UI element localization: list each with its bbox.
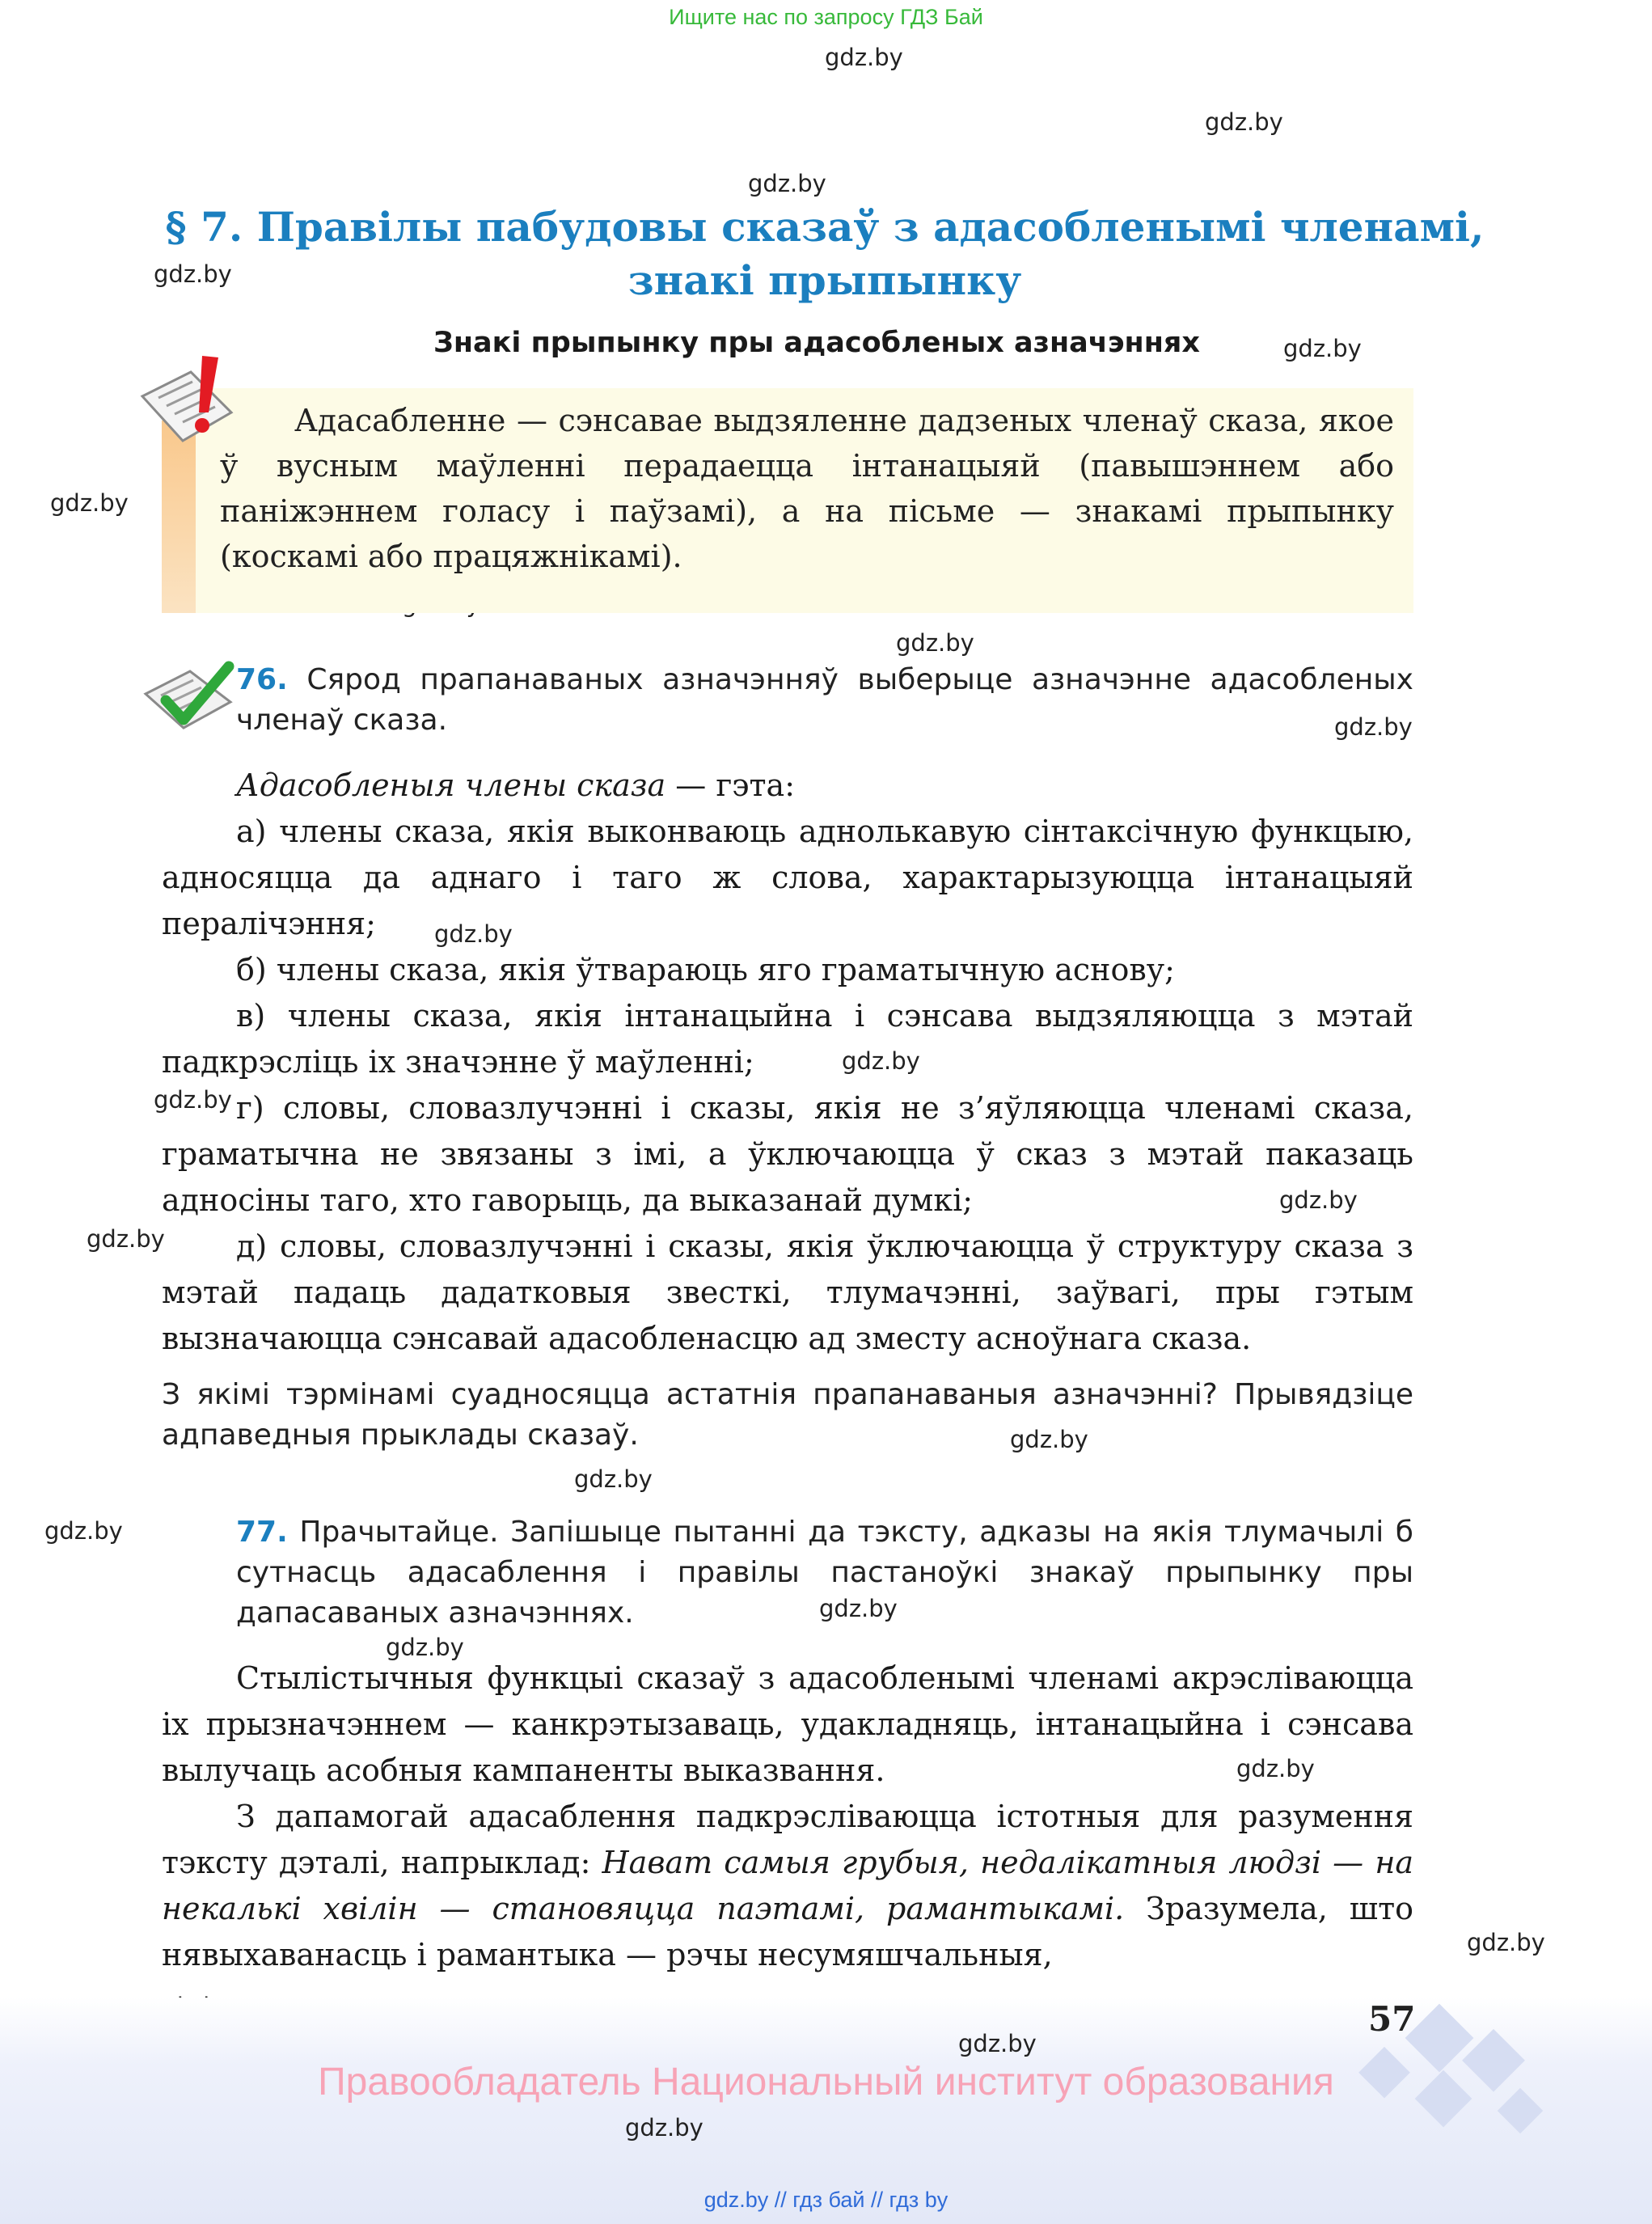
- definition-lead-rest: — гэта:: [665, 767, 796, 803]
- watermark: gdz.by: [1334, 713, 1413, 741]
- exercise-number: 77.: [236, 1516, 288, 1549]
- rule-text: [220, 398, 1394, 579]
- rule-paragraph: Адасабленне — сэнсавае выдзяленне дадзеных членаў сказа, якое ў вусным маўленні перадаецца інтанацыяй (павышэннем або паніжэннем голасу і паўзамі), а на пісьме — знакамі прыпынку (коскамі або працяжнікамі).: [220, 403, 1394, 574]
- section-title: [137, 201, 1512, 307]
- paragraph-start: З дапамогай адасаблення падкрэсліваюцца істотныя для разумення тэксту дэталі, напрыклад:: [162, 1799, 1413, 1880]
- subheading: Знакі прыпынку пры адасобленых азначэннях: [433, 327, 1200, 359]
- exercise-check-icon: [142, 653, 239, 746]
- definition-item: а) члены сказа, якія выконваюць аднолькавую сінтаксічную функцыю, адносяцца да аднаго і таго ж слова, характарызуюцца інтанацыяй пералічэння;: [162, 814, 1413, 941]
- exercise-number: 76.: [236, 663, 288, 696]
- search-hint-link[interactable]: Ищите нас по запросу ГДЗ Бай: [669, 5, 983, 29]
- watermark: gdz.by: [1236, 1755, 1315, 1782]
- watermark: gdz.by: [574, 1465, 653, 1493]
- definition-lead-term: Адасобленыя члены сказа: [236, 767, 666, 803]
- watermark: gdz.by: [44, 1517, 123, 1545]
- footer-links[interactable]: gdz.by // гдз бай // гдз by: [703, 2188, 949, 2212]
- watermark: gdz.by: [896, 629, 974, 657]
- watermark: gdz.by: [386, 1634, 464, 1661]
- watermark: gdz.by: [87, 1225, 165, 1253]
- watermark: gdz.by: [1283, 335, 1362, 362]
- watermark: gdz.by: [825, 44, 903, 71]
- exercise-77-task: [236, 1512, 1413, 1634]
- page-number: 57: [1368, 1999, 1416, 2039]
- watermark: gdz.by: [625, 2114, 703, 2142]
- exercise-77-text: [162, 1655, 1413, 1978]
- exercise-76-question: З якімі тэрмінамі суадносяцца астатнія прапанаваныя азначэнні? Прывядзіце адпаведныя прыклады сказаў.: [162, 1378, 1413, 1452]
- watermark: gdz.by: [154, 260, 232, 288]
- watermark: gdz.by: [819, 1595, 898, 1622]
- exercise-76-task: [236, 660, 1413, 741]
- watermark: gdz.by: [1205, 108, 1283, 136]
- definition-item: г) словы, словазлучэнні і сказы, якія не з’яўляюцца членамі сказа, граматычна не звязаны з імі, а ўключаюцца ў сказ з мэтай паказаць адносіны таго, хто гаворыць, да выказанай думкі;: [162, 1090, 1413, 1218]
- text-paragraph: Стылістычныя функцыі сказаў з адасобленымі членамі акрэсліваюцца іх прызначэннем — канкрэтызаваць, удакладняць, інтанацыйна і сэнсава вылучаць асобныя кампаненты выказвання.: [162, 1660, 1413, 1788]
- watermark: gdz.by: [50, 489, 129, 517]
- copyright-notice: Правообладатель Национальный институт образования: [318, 2061, 1334, 2103]
- watermark: gdz.by: [958, 2030, 1037, 2057]
- section-title-line-2: знакі прыпынку: [627, 256, 1022, 304]
- watermark: gdz.by: [434, 920, 513, 948]
- watermark: gdz.by: [1010, 1426, 1088, 1453]
- definition-item: б) члены сказа, якія ўтвараюць яго граматычную аснову;: [236, 952, 1175, 987]
- section-title-line-1: § 7. Правілы пабудовы сказаў з адасобленымі членамі,: [165, 203, 1485, 251]
- exercise-instruction: Сярод прапанаваных азначэнняў выберыце азначэнне адасобленых членаў сказа.: [236, 663, 1413, 737]
- definition-item: в) члены сказа, якія інтанацыйна і сэнсава выдзяляюцца з мэтай падкрэсліць іх значэнне ў маўленні;: [162, 998, 1413, 1080]
- exercise-instruction: Прачытайце. Запішыце пытанні да тэксту, адказы на якія тлумачылі б сутнасць адасаблення і правілы пастаноўкі знакаў прыпынку пры дапасаваных азначэннях.: [236, 1516, 1413, 1630]
- watermark: gdz.by: [842, 1047, 920, 1075]
- text-paragraph: [162, 1794, 1413, 1978]
- watermark: gdz.by: [154, 1086, 232, 1114]
- watermark: gdz.by: [1467, 1929, 1545, 1956]
- exercise-76-definitions: [162, 763, 1413, 1362]
- watermark: gdz.by: [1279, 1186, 1358, 1214]
- watermark: gdz.by: [748, 170, 826, 197]
- definition-item: д) словы, словазлучэнні і сказы, якія ўключаюцца ў структуру сказа з мэтай падаць дадатковыя звесткі, тлумачэнні, заўвагі, пры гэтым вызначаюцца сэнсавай адасобленасцю ад зместу асноўнага сказа.: [162, 1228, 1413, 1356]
- paragraph-example: Нават самыя грубыя, недалікатныя людзі — на некалькі хвілін — становяцца паэтамі, рамантыкамі.: [162, 1845, 1414, 1926]
- paragraph-end: Зразумела, што нявыхаванасць і рамантыка — рэчы несумяшчальныя,: [162, 1891, 1413, 1972]
